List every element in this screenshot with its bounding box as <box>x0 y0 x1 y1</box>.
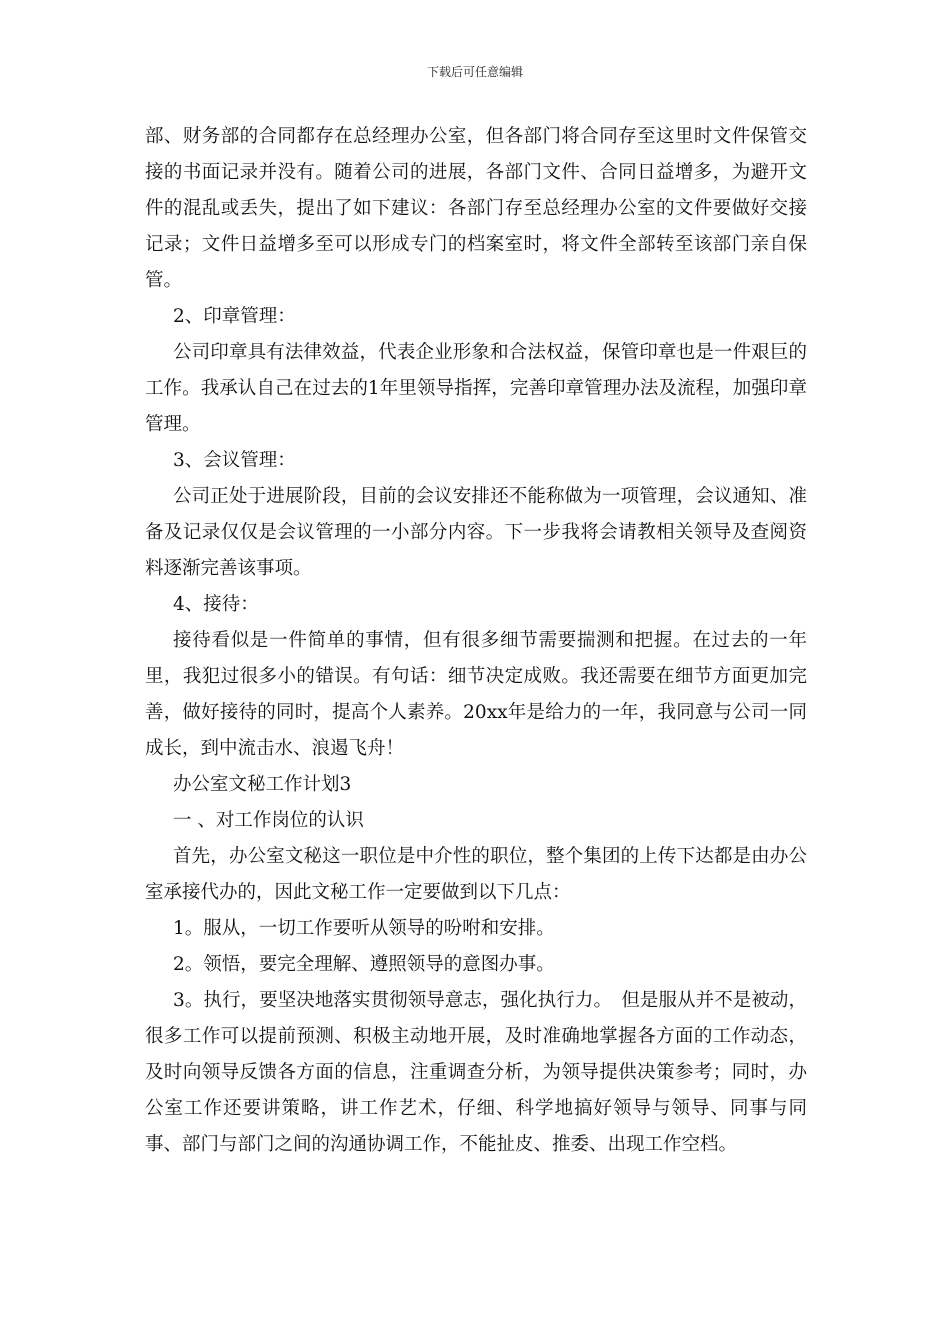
list-item-comprehend: 2。领悟，要完全理解、遵照领导的意图办事。 <box>173 954 555 975</box>
heading-meeting-management: 3、会议管理： <box>173 450 296 471</box>
page-header: 下载后可任意编辑 <box>426 65 523 79</box>
paragraph-reception: 接待看似是一件简单的事情，但有很多细节需要揣测和把握。在过去的一年里，我犯过很多小的错误。有句话：细节决定成败。我还需要在细节方面更加完善，做好接待的同时，提高个人素养。20xx年是给力的一年，我同意与公司一同成长，到中流击水、浪遏飞舟！ <box>145 630 807 759</box>
document-body <box>145 119 807 1163</box>
paragraph-job-intro: 首先，办公室文秘这一职位是中介性的职位，整个集团的上传下达都是由办公室承接代办的，因此文秘工作一定要做到以下几点： <box>145 846 807 903</box>
paragraph-file-management-continued: 部、财务部的合同都存在总经理办公室，但各部门将合同存至这里时文件保管交接的书面记录并没有。随着公司的进展，各部门文件、合同日益增多，为避开文件的混乱或丢失，提出了如下建议：各部门存至总经理办公室的文件要做好交接记录；文件日益增多至可以形成专门的档案室时，将文件全部转至该部门亲自保管。 <box>145 126 807 291</box>
heading-job-understanding: 一 、对工作岗位的认识 <box>173 810 364 831</box>
section-title-work-plan-3: 办公室文秘工作计划3 <box>173 774 352 795</box>
heading-seal-management: 2、印章管理： <box>173 306 296 327</box>
list-item-obey: 1。服从，一切工作要听从领导的吩咐和安排。 <box>173 918 555 939</box>
paragraph-meeting-management: 公司正处于进展阶段，目前的会议安排还不能称做为一项管理，会议通知、准备及记录仅仅是会议管理的一小部分内容。下一步我将会请教相关领导及查阅资料逐渐完善该事项。 <box>145 486 807 579</box>
heading-reception: 4、接待： <box>173 594 259 615</box>
paragraph-seal-management: 公司印章具有法律效益，代表企业形象和合法权益，保管印章也是一件艰巨的工作。我承认自己在过去的1年里领导指挥，完善印章管理办法及流程，加强印章管理。 <box>145 342 807 435</box>
list-item-execute: 3。执行，要坚决地落实贯彻领导意志，强化执行力。 但是服从并不是被动，很多工作可以提前预测、积极主动地开展，及时准确地掌握各方面的工作动态，及时向领导反馈各方面的信息，注重调查分析，为领导提供决策参考；同时，办公室工作还要讲策略，讲工作艺术，仔细、科学地搞好领导与领导、同事与同事、部门与部门之间的沟通协调工作，不能扯皮、推委、出现工作空档。 <box>145 990 807 1155</box>
